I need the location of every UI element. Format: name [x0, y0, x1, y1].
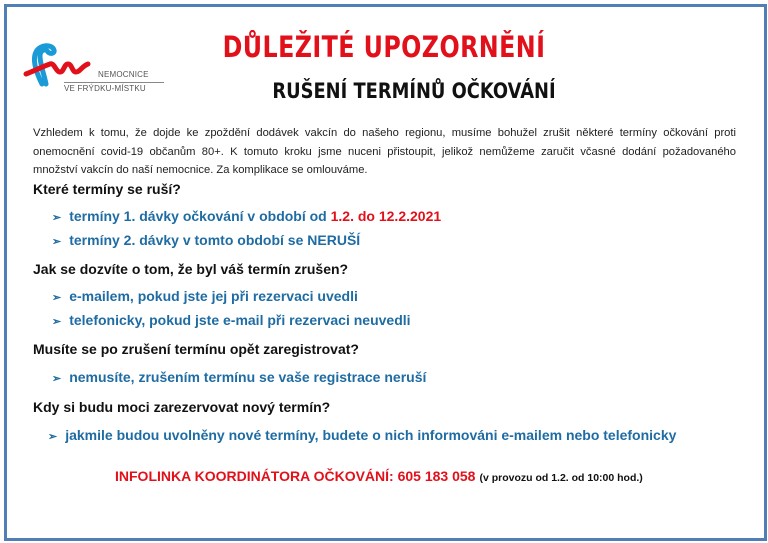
- arrow-bullet-icon: ➢: [52, 212, 62, 224]
- page-title: DŮLEŽITÉ UPOZORNĚNÍ: [222, 30, 546, 64]
- logo-text-line1: NEMOCNICE: [98, 70, 149, 79]
- question-3: Musíte se po zrušení termínu opět zaregistrovat?: [33, 341, 359, 357]
- bullet-item: ➢ e-mailem, pokud jste jej při rezervaci uvedli: [52, 288, 358, 304]
- bullet-item: ➢ termíny 1. dávky očkování v období od 1.2. do 12.2.2021: [52, 208, 442, 224]
- infoline-label: INFOLINKA KOORDINÁTORA OČKOVÁNÍ: 605 183 058: [115, 468, 476, 484]
- logo-text-line2: VE FRÝDKU-MÍSTKU: [64, 84, 146, 93]
- infoline: [115, 468, 643, 484]
- arrow-bullet-icon: ➢: [52, 373, 62, 385]
- question-1: Které termíny se ruší?: [33, 181, 181, 197]
- infoline-note: (v provozu od 1.2. od 10:00 hod.): [479, 472, 643, 484]
- arrow-bullet-icon: ➢: [48, 431, 58, 443]
- intro-paragraph: Vzhledem k tomu, že dojde ke zpoždění dodávek vakcín do našeho regionu, musíme bohužel zrušit některé termíny očkování proti onemocnění covid-19 občanům 80+. K tomuto kroku jsme nuceni přistoupit, jelikož nemůžeme zaručit včasné dodání požadovaného množství vakcín do naší nemocnice. Za komplikace se omlouváme.: [33, 127, 736, 176]
- arrow-bullet-icon: ➢: [52, 316, 62, 328]
- arrow-bullet-icon: ➢: [52, 236, 62, 248]
- bullet-item: ➢ nemusíte, zrušením termínu se vaše registrace neruší: [52, 369, 427, 385]
- bullet-item: ➢ telefonicky, pokud jste e-mail při rezervaci neuvedli: [52, 312, 411, 328]
- bullet-item: ➢ termíny 2. dávky v tomto období se NERUŠÍ: [52, 232, 361, 248]
- question-4: Kdy si budu moci zarezervovat nový termín?: [33, 399, 331, 415]
- arrow-bullet-icon: ➢: [52, 292, 62, 304]
- page-subtitle: RUŠENÍ TERMÍNŮ OČKOVÁNÍ: [272, 79, 556, 103]
- date-range-highlight: 1.2. do 12.2.2021: [330, 208, 442, 224]
- question-2: Jak se dozvíte o tom, že byl váš termín zrušen?: [33, 261, 349, 277]
- bullet-item: ➢ jakmile budou uvolněny nové termíny, budete o nich informováni e-mailem nebo telefonicky: [48, 427, 677, 443]
